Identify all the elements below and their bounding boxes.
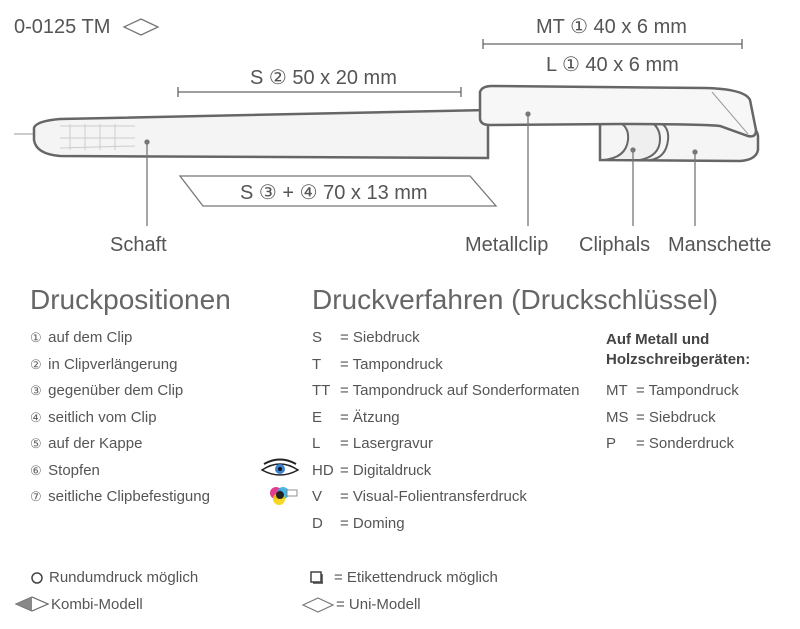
position-item: ⑥ Stopfen — [30, 461, 100, 479]
metal-item: P = Sonderdruck — [606, 435, 734, 452]
part-schaft: Schaft — [110, 234, 167, 256]
legend-etikett: = Etikettendruck möglich — [334, 569, 498, 586]
position-item: ① auf dem Clip — [30, 329, 133, 346]
legend-kombi: Kombi-Modell — [51, 596, 143, 613]
method-item: L = Lasergravur — [312, 435, 433, 452]
position-item: ⑦ seitliche Clipbefestigung — [30, 488, 210, 505]
positions-title: Druckpositionen — [30, 284, 231, 315]
dimension-mt: MT ① 40 x 6 mm — [536, 16, 687, 38]
methods-title: Druckverfahren (Druckschlüssel) — [312, 284, 719, 315]
dimension-s2: S ② 50 x 20 mm — [250, 67, 397, 89]
metal-title-line1: Auf Metall und — [606, 331, 710, 348]
model-code: 0-0125 TM — [14, 16, 111, 38]
position-item: ⑤ auf der Kappe — [30, 435, 143, 452]
methods-list — [312, 325, 579, 537]
metal-item: MS = Siebdruck — [606, 408, 716, 426]
dimension-s34: S ③ + ④ 70 x 13 mm — [240, 182, 428, 204]
metal-list — [606, 378, 739, 458]
positions-list — [30, 325, 210, 511]
method-item: E = Ätzung — [312, 408, 400, 426]
part-cliphals: Cliphals — [579, 234, 651, 256]
legend-uni: = Uni-Modell — [336, 596, 421, 613]
circle-icon — [32, 573, 42, 583]
method-item: V = Visual-Folientransferdruck — [312, 488, 527, 505]
position-item: ④ seitlich vom Clip — [30, 408, 157, 426]
kombi-diamond-icon — [16, 597, 48, 611]
position-item: ③ gegenüber dem Clip — [30, 382, 184, 399]
metal-item: MT = Tampondruck — [606, 382, 739, 399]
method-item: TT = Tampondruck auf Sonderformaten — [312, 382, 580, 399]
method-item: D = Doming — [312, 514, 405, 532]
dimension-l: L ① 40 x 6 mm — [546, 54, 679, 76]
part-manschette: Manschette — [668, 234, 772, 256]
legend-rundum: Rundumdruck möglich — [49, 569, 199, 586]
metal-title-line2: Holzschreibgeräten: — [606, 351, 751, 368]
part-metallclip: Metallclip — [465, 234, 549, 256]
method-item: HD = Digitaldruck — [312, 461, 432, 479]
position-item: ② in Clipverlängerung — [30, 355, 178, 373]
eye-icon — [262, 460, 298, 476]
visual-logo-icon — [270, 487, 297, 505]
diamond-icon — [124, 19, 158, 35]
method-item: T = Tampondruck — [312, 355, 443, 373]
square-icon — [311, 572, 323, 583]
uni-diamond-icon — [303, 598, 333, 612]
pen-body — [14, 86, 758, 161]
method-item: S = Siebdruck — [312, 329, 420, 346]
